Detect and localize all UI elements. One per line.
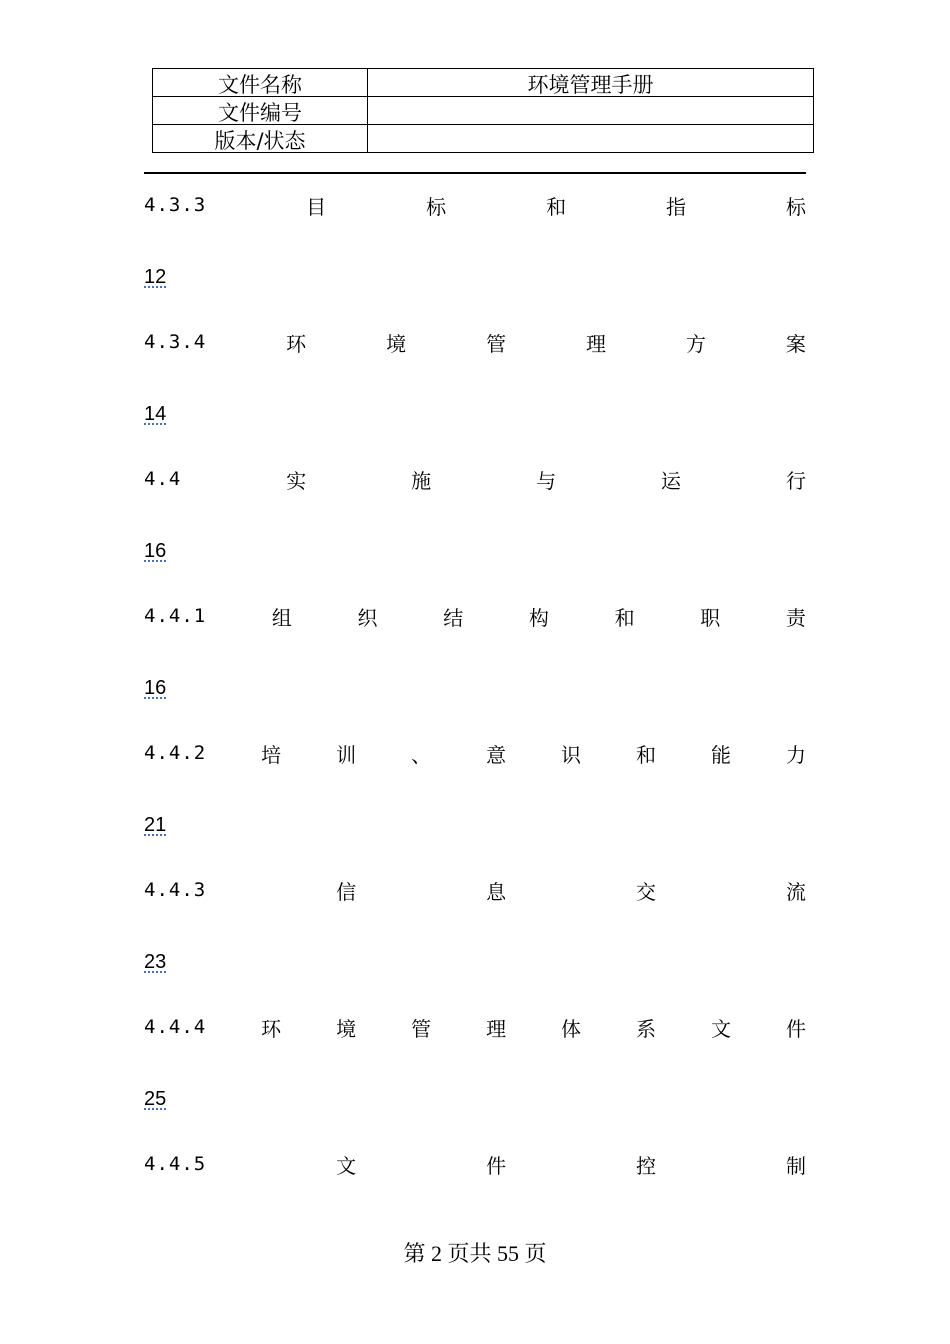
header-label-file-number: 文件编号 <box>153 97 368 125</box>
toc-entry-title-char: 目 <box>306 194 327 219</box>
header-divider <box>144 172 806 174</box>
toc-entry-title-char: 交 <box>636 879 657 904</box>
toc-entry-page-link[interactable]: 25 <box>144 1088 167 1110</box>
toc-entry-title-char: 管 <box>411 1016 432 1041</box>
toc-entry-title-char: 责 <box>785 605 806 630</box>
toc-entry-title-char: 制 <box>785 1153 806 1178</box>
header-row <box>153 125 814 153</box>
toc-entry-title-char: 管 <box>486 331 507 356</box>
toc-entry-title-char: 培 <box>261 742 282 767</box>
toc-entry-title-char: 案 <box>785 331 806 356</box>
page-footer: 第 2 页共 55 页 <box>403 1241 547 1266</box>
toc-entry-title-char: 环 <box>261 1016 282 1041</box>
header-label-version: 版本/状态 <box>153 125 368 153</box>
toc-entry-number: 4.4.4 <box>144 1016 207 1038</box>
toc-entry[interactable] <box>144 465 806 493</box>
toc-entry-number: 4.3.3 <box>144 194 207 216</box>
toc-entry-title-char: 理 <box>586 331 607 356</box>
toc-entry-title-char: 文 <box>336 1153 357 1178</box>
header-value-version <box>368 125 814 153</box>
header-label-file-name: 文件名称 <box>153 69 368 97</box>
toc-entry-title-char: 方 <box>685 331 706 356</box>
toc-entry-title-char: 意 <box>486 742 507 767</box>
toc-entry[interactable] <box>144 191 806 219</box>
toc-entry-title-char: 施 <box>411 468 432 493</box>
toc-entry-title-char: 行 <box>785 468 806 493</box>
toc-entry[interactable] <box>144 1013 806 1041</box>
toc-entry-title-char: 构 <box>528 605 549 630</box>
toc-entry-page-link[interactable]: 12 <box>144 266 167 288</box>
toc-entry-number: 4.3.4 <box>144 331 207 353</box>
toc-entry-title-char: 件 <box>785 1016 806 1041</box>
toc-entry-page-link[interactable]: 21 <box>144 814 167 836</box>
toc-entry-title-char: 信 <box>336 879 357 904</box>
toc-entry-title-char: 力 <box>785 742 806 767</box>
toc-entry-title-char: 境 <box>386 331 407 356</box>
toc-entry-title-char: 标 <box>785 194 806 219</box>
toc-entry-title-char: 文 <box>710 1016 731 1041</box>
toc-entry-title-char: 能 <box>710 742 731 767</box>
toc-entry[interactable] <box>144 328 806 356</box>
toc-entry-page-link[interactable]: 23 <box>144 951 167 973</box>
toc-entry-number: 4.4.3 <box>144 879 207 901</box>
toc-entry-title-char: 环 <box>286 331 307 356</box>
toc-entry-title-char: 境 <box>336 1016 357 1041</box>
toc-entry-title-char: 指 <box>666 194 687 219</box>
toc-entry-title-char: 流 <box>785 879 806 904</box>
toc-entry-title-char: 职 <box>700 605 721 630</box>
toc-entry-title-char: 训 <box>336 742 357 767</box>
toc-entry-title-char: 和 <box>546 194 567 219</box>
toc-entry-title-char: 运 <box>661 468 682 493</box>
header-row <box>153 69 814 97</box>
toc-entry[interactable] <box>144 602 806 630</box>
toc-entry-title-char: 件 <box>486 1153 507 1178</box>
header-row <box>153 97 814 125</box>
toc-entry-title-char: 、 <box>411 742 432 767</box>
toc-entry-number: 4.4 <box>144 468 182 490</box>
toc-entry-title-char: 理 <box>486 1016 507 1041</box>
toc-entry-page-link[interactable]: 16 <box>144 540 167 562</box>
toc-entry-number: 4.4.2 <box>144 742 207 764</box>
toc-entry-title-char: 系 <box>636 1016 657 1041</box>
header-value-file-number <box>368 97 814 125</box>
toc-entry[interactable] <box>144 1150 806 1178</box>
toc-entry-number: 4.4.5 <box>144 1153 207 1175</box>
header-value-file-name: 环境管理手册 <box>368 69 814 97</box>
toc-entry-title-char: 息 <box>486 879 507 904</box>
toc-entry-page-link[interactable]: 14 <box>144 403 167 425</box>
toc-entry[interactable] <box>144 739 806 767</box>
toc-entry[interactable] <box>144 876 806 904</box>
toc-entry-number: 4.4.1 <box>144 605 207 627</box>
toc-entry-title-char: 控 <box>636 1153 657 1178</box>
toc-entry-title-char: 实 <box>286 468 307 493</box>
toc-entry-title-char: 组 <box>271 605 292 630</box>
document-header-table <box>152 68 814 153</box>
toc-entry-page-link[interactable]: 16 <box>144 677 167 699</box>
toc-entry-title-char: 标 <box>426 194 447 219</box>
toc-entry-title-char: 和 <box>614 605 635 630</box>
toc-entry-title-char: 体 <box>561 1016 582 1041</box>
toc-entry-title-char: 识 <box>561 742 582 767</box>
toc-entry-title-char: 和 <box>636 742 657 767</box>
toc-entry-title-char: 织 <box>357 605 378 630</box>
toc-entry-title-char: 结 <box>443 605 464 630</box>
toc-entry-title-char: 与 <box>536 468 557 493</box>
